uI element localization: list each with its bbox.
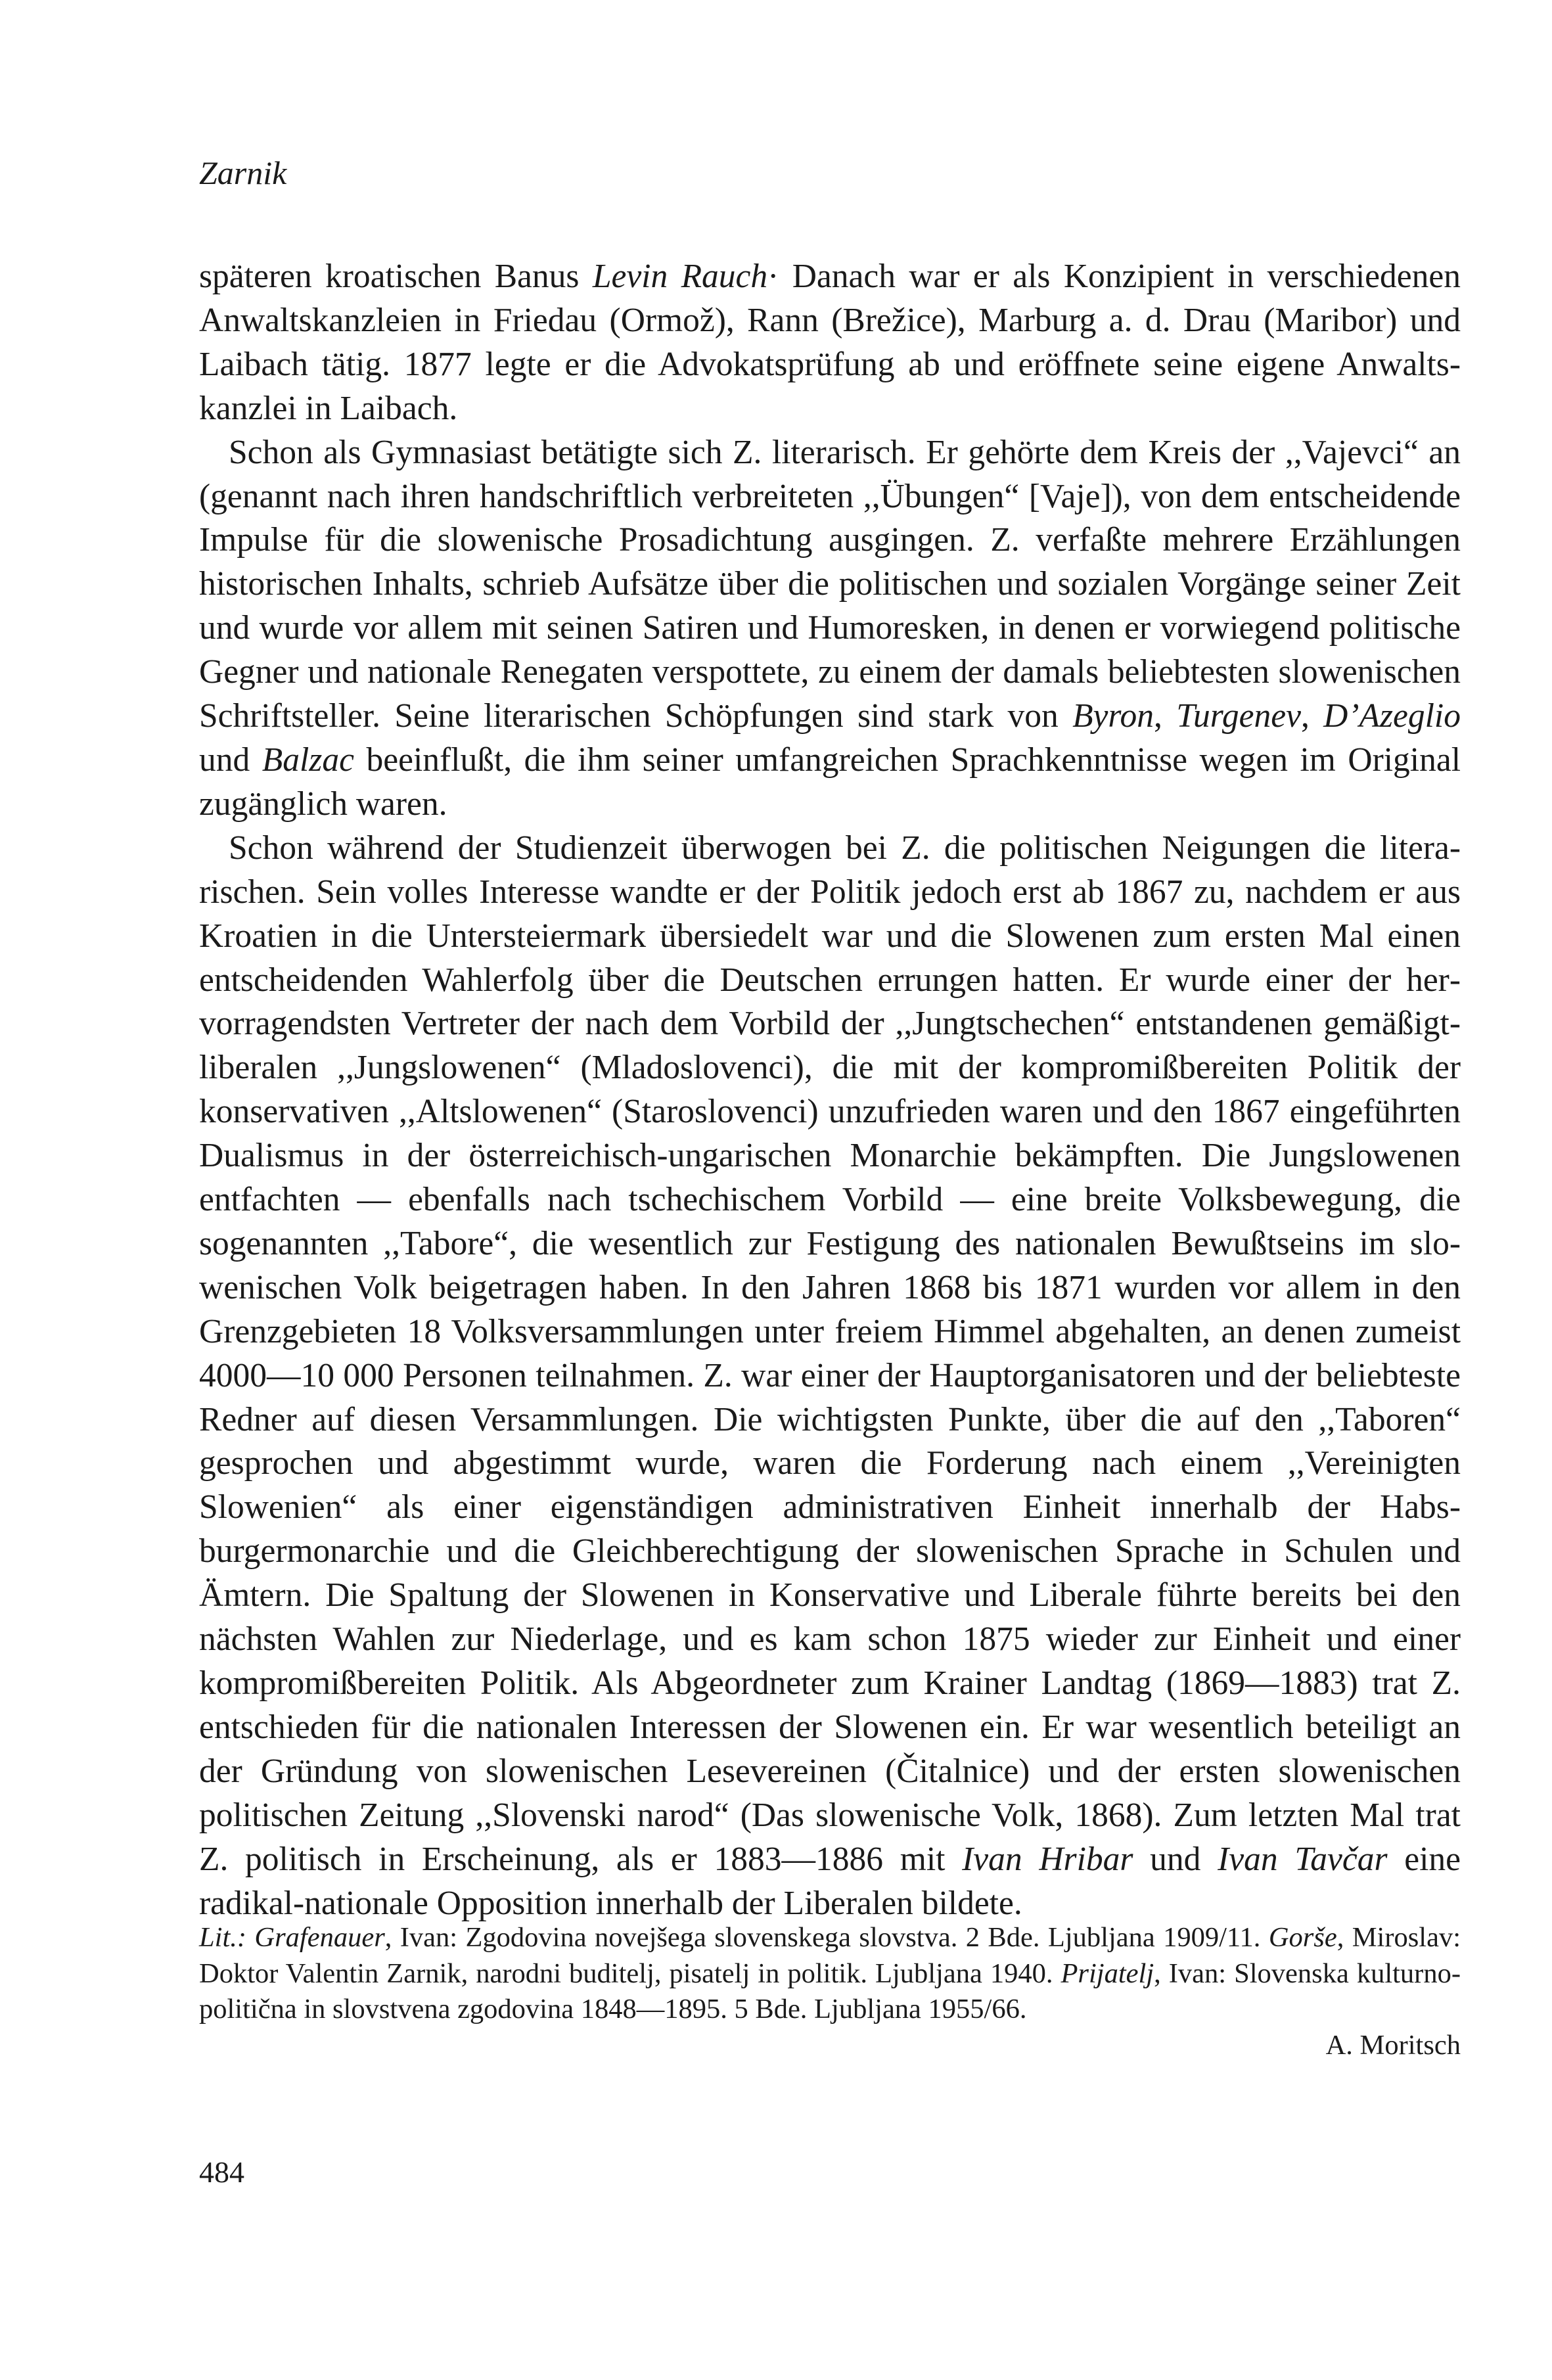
text-run: beeinflußt, die ihm seiner umfangreichen Sprachkenntnisse wegen im Original zugänglich waren. xyxy=(199,741,1461,823)
text-run: späteren kroatischen Banus xyxy=(199,258,593,295)
page-number: 484 xyxy=(199,2155,244,2189)
text-run: , Ivan: Slovenska kulturno-politična in slovstvena zgodovina 1848—1895. 5 Bde. Ljubljana 1955/66. xyxy=(199,1957,1461,2025)
italic-text: Byron xyxy=(1072,697,1154,735)
body-paragraph xyxy=(199,827,1461,1926)
text-run: eine radikal-nationale Opposition innerhalb der Liberalen bildete. xyxy=(199,1840,1461,1922)
text-run: Schon als Gymnasiast betätigte sich Z. literarisch. Er gehörte dem Kreis der ,,Vajevci“ an (genannt nach ihren handschriftlich verbreiteten ,,Übungen“ [Vaje]), von dem entscheidende Impulse für die slowenische Prosadichtung ausgingen. Z. verfaßte mehrere Erzählungen historischen Inhalts, schrieb Aufsätze über die politischen und sozialen Vorgänge seiner Zeit und wurde vor allem mit seinen Satiren und Humoresken, in denen er vorwiegend politische Gegner und nationale Renegaten verspottete, zu einem der damals beliebtesten slowenischen Schriftsteller. Seine literarischen Schöpfungen sind stark von xyxy=(199,433,1461,735)
text-run: , xyxy=(1300,697,1324,735)
italic-text: Levin Rauch xyxy=(592,258,768,295)
italic-text: Prijatelj xyxy=(1061,1957,1154,1989)
body-paragraph xyxy=(199,255,1461,431)
italic-text: Lit.: xyxy=(199,1922,247,1953)
text-run: und xyxy=(1133,1840,1218,1878)
text-run: und xyxy=(199,741,262,779)
article-body xyxy=(199,255,1461,1925)
running-head: Zarnik xyxy=(199,154,287,191)
literature-references xyxy=(199,1920,1461,2028)
text-run: · Danach war er als Konzipient in verschiedenen Anwaltskanzleien in Friedau (Ormož), Rann (Brežice), Marburg a. d. Drau (Maribor) und Laibach tätig. 1877 legte er die Advokatsprüfung ab und eröffnete seine eigene Anwaltskanzlei in Laibach. xyxy=(199,258,1461,427)
text-run xyxy=(246,1922,254,1953)
text-run: , xyxy=(1154,697,1177,735)
italic-text: Gorše xyxy=(1268,1922,1337,1953)
italic-text: Balzac xyxy=(262,741,354,779)
italic-text: Ivan Tavčar xyxy=(1218,1840,1388,1878)
italic-text: D’Azeglio xyxy=(1323,697,1461,735)
text-run: Schon während der Studienzeit überwogen bei Z. die politischen Neigungen die literarischen. Sein volles Interesse wandte er der Politik jedoch erst ab 1867 zu, nachdem er aus Kroatien in die Untersteiermark übersiedelt war und die Slowenen zum ersten Mal einen entscheidenden Wahlerfolg über die Deutschen errungen hatten. Er wurde einer der hervorragendsten Vertreter der nach dem Vorbild der ,,Jungtschechen“ entstandenen gemäßigtliberalen ,,Jungslowenen“ (Mladoslovenci), die mit der kompromißbereiten Politik der konservativen ,,Altslowenen“ (Staroslovenci) unzufrieden waren und den 1867 eingeführten Dualismus in der österreichisch-ungarischen Monarchie bekämpften. Die Jungslowenen entfachten — ebenfalls nach tschechischem Vorbild — eine breite Volksbewegung, die sogenannten ,,Tabore“, die wesentlich zur Festigung des nationalen Bewußtseins im slowenischen Volk beigetragen haben. In den Jahren 1868 bis 1871 wurden vor allem in den Grenzgebieten 18 Volksversammlungen unter freiem Himmel abgehalten, an denen zumeist 4000—10 000 Personen teilnahmen. Z. war einer der Hauptorganisatoren und der beliebteste Redner auf diesen Versammlungen. Die wichtigsten Punkte, über die auf den ,,Taboren“ gesprochen und abgestimmt wurde, waren die Forderung nach einem ,,Vereinigten Slowenien“ als einer eigenständigen administrativen Einheit innerhalb der Habsburgermonarchie und die Gleichberechtigung der slowenischen Sprache in Schulen und Ämtern. Die Spaltung der Slowenen in Konservative und Liberale führte bereits bei den nächsten Wahlen zur Niederlage, und es kam schon 1875 wieder zur Einheit und einer kompromißbereiten Politik. Als Abgeordneter zum Krainer Landtag (1869—1883) trat Z. entschieden für die nationalen Interessen der Slowenen ein. Er war wesentlich beteiligt an der Gründung von slowenischen Lesevereinen (Čitalnice) und der ersten slowenischen politischen Zeitung ,,Slovenski narod“ (Das slowenische Volk, 1868). Zum letzten Mal trat Z. politisch in Erscheinung, als er 1883—1886 mit xyxy=(199,829,1461,1878)
article-author: A. Moritsch xyxy=(1325,2029,1461,2061)
literature-section xyxy=(199,1920,1461,2063)
italic-text: Grafenauer xyxy=(254,1922,385,1953)
body-paragraph xyxy=(199,431,1461,827)
italic-text: Ivan Hribar xyxy=(962,1840,1133,1878)
text-run: , Miroslav: Doktor Valentin Zarnik, narodni buditelj, pisatelj in politik. Ljubljana 1940. xyxy=(199,1922,1461,1989)
text-run: , Ivan: Zgodovina novejšega slovenskega slovstva. 2 Bde. Ljubljana 1909/11. xyxy=(384,1922,1269,1953)
italic-text: Turgenev xyxy=(1176,697,1301,735)
